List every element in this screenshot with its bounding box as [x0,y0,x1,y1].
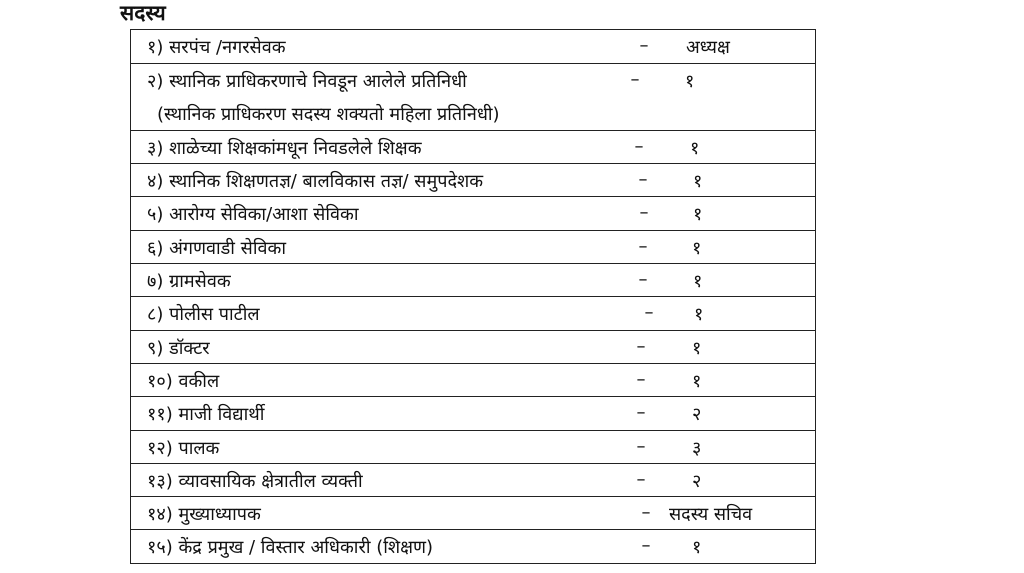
member-count: २ [692,470,702,492]
table-row [131,196,815,229]
table-row [131,130,815,163]
table-row [131,263,815,296]
table-row [131,463,815,496]
table-row [131,30,815,63]
table-row [131,63,815,96]
table-row [131,396,815,429]
member-count: १ [693,171,703,193]
dash-separator: – [636,402,646,424]
member-label: ८) पोलीस पाटील [147,304,260,326]
member-count: १ [694,304,704,326]
member-label: १) सरपंच /नगरसेवक [147,37,286,58]
dash-separator: – [641,502,651,524]
dash-separator: – [636,335,646,357]
dash-separator: – [634,135,644,157]
member-label: १४) मुख्याध्यापक [147,504,261,526]
dash-separator: – [641,535,651,557]
member-role: सदस्य सचिव [669,504,753,526]
dash-separator: – [638,169,648,191]
member-count: १ [692,337,702,359]
member-label: १५) केंद्र प्रमुख / विस्तार अधिकारी (शिक्षण) [147,537,434,559]
member-label: २) स्थानिक प्राधिकरणाचे निवडून आलेले प्रतिनिधी [147,71,467,93]
member-count: ३ [692,437,702,459]
table-row [131,230,815,263]
dash-separator: – [639,202,649,224]
dash-separator: – [636,368,646,390]
table-row [131,430,815,463]
member-label: १३) व्यावसायिक क्षेत्रातील व्यक्ती [147,470,363,492]
member-count: १ [693,204,703,226]
table-row [131,97,815,130]
table-row [131,163,815,196]
table-row [131,363,815,396]
table-row [131,529,815,562]
dash-separator: – [644,302,654,324]
dash-separator: – [638,269,648,291]
dash-separator: – [639,35,649,56]
dash-separator: – [638,235,648,257]
member-count: १ [690,137,700,159]
member-label: ३) शाळेच्या शिक्षकांमधून निवडलेले शिक्षक [147,137,422,159]
member-label: ११) माजी विद्यार्थी [147,404,265,426]
member-label: ५) आरोग्य सेविका/आशा सेविका [147,204,359,226]
member-count: १ [692,537,702,559]
member-label-continuation: (स्थानिक प्राधिकरण सदस्य शक्यतो महिला प्रतिनिधी) [157,103,500,125]
member-label: ९) डॉक्टर [147,337,210,359]
member-label: १०) वकील [147,370,220,392]
member-count: १ [692,237,702,259]
member-count: १ [693,271,703,293]
member-label: ७) ग्रामसेवक [147,271,231,293]
dash-separator: – [636,468,646,490]
table-row [131,330,815,363]
member-count: अध्यक्ष [686,37,730,58]
dash-separator: – [636,435,646,457]
table-row [131,296,815,329]
table-row [131,496,815,529]
section-title: सदस्य [120,1,166,25]
member-label: १२) पालक [147,437,220,459]
member-count: १ [685,71,695,93]
dash-separator: – [630,69,640,91]
member-label: ४) स्थानिक शिक्षणतज्ञ/ बालविकास तज्ञ/ समुपदेशक [147,171,484,193]
member-count: २ [692,404,702,426]
member-count: १ [692,370,702,392]
member-label: ६) अंगणवाडी सेविका [147,237,287,259]
members-table [130,29,816,564]
